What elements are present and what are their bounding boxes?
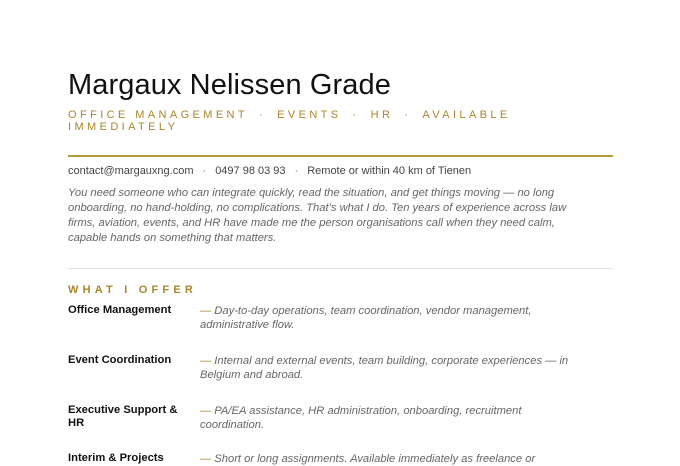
- offer-dash: —: [200, 305, 212, 317]
- tagline-separator: ·: [404, 109, 412, 121]
- offer-description-text: Internal and external events, team building, corporate experiences — in Belgium and abroad.: [200, 355, 569, 381]
- offer-label: Event Coordination: [68, 354, 172, 366]
- section-divider: [68, 268, 613, 269]
- offer-description: [200, 404, 585, 432]
- tagline-separator: ·: [352, 109, 360, 121]
- contact-line: [68, 164, 471, 178]
- offer-description-text: Short or long assignments. Available immediately as freelance or: [214, 453, 536, 465]
- offer-description: [200, 354, 585, 382]
- header-divider: [68, 155, 613, 157]
- offer-description-text: PA/EA assistance, HR administration, onboarding, recruitment coordination.: [200, 405, 522, 431]
- tagline-separator: ·: [259, 109, 267, 121]
- contact-email[interactable]: contact@margauxng.com: [68, 165, 194, 177]
- offer-dash: —: [200, 355, 212, 367]
- offer-description: [200, 452, 585, 466]
- offer-label: Executive Support & HR: [68, 404, 178, 429]
- tagline: [68, 109, 518, 133]
- tagline-item-availability: AVAILABLE IMMEDIATELY: [68, 109, 511, 133]
- contact-separator: ·: [294, 165, 299, 177]
- offer-label: Office Management: [68, 304, 172, 316]
- contact-location: Remote or within 40 km of Tienen: [307, 165, 472, 177]
- offer-label: Interim & Projects: [68, 452, 164, 464]
- profile-summary: You need someone who can integrate quickly, read the situation, and get things moving — no long onboarding, no hand-holding, no complications. That’s what I do. Ten years of experience across law firms, aviation, events, and HR have made me the person organisations call when they need calm, capable hands on something that matters.: [68, 187, 567, 244]
- tagline-item-office-management: OFFICE MANAGEMENT: [68, 109, 249, 121]
- contact-phone[interactable]: 0497 98 03 93: [215, 165, 286, 177]
- candidate-name: Margaux Nelissen Grade: [68, 69, 391, 101]
- contact-separator: ·: [202, 165, 207, 177]
- tagline-item-hr: HR: [370, 109, 394, 121]
- tagline-item-events: EVENTS: [277, 109, 342, 121]
- offer-description: [200, 304, 585, 332]
- offer-dash: —: [200, 405, 212, 417]
- offer-description-text: Day-to-day operations, team coordination, vendor management, administrative flow.: [200, 305, 532, 331]
- section-title-what-i-offer: WHAT I OFFER: [68, 284, 198, 296]
- offer-dash: —: [200, 453, 212, 465]
